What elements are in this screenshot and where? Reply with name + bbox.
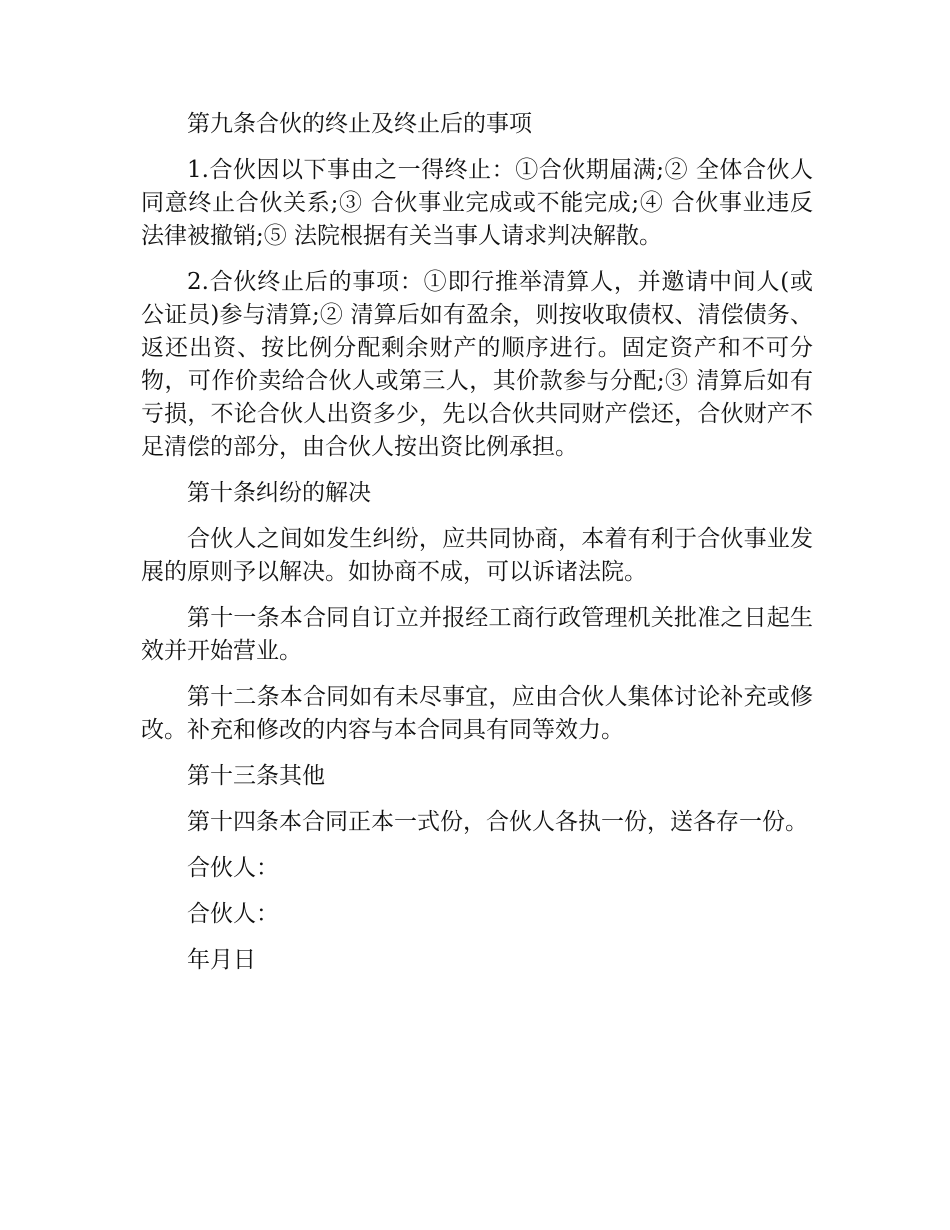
partner-signature-line-1: 合伙人： xyxy=(187,855,279,881)
article-11-text: 第十一条本合同自订立并报经工商行政管理机关批准之日起生效并开始营业。 xyxy=(141,605,813,664)
article-9-clause-1: 1.合伙因以下事由之一得终止：①合伙期届满;② 全体合伙人同意终止合伙关系;③ 合伙事业完成或不能完成;④ 合伙事业违反法律被撤销;⑤ 法院根据有关当事人请求判决解散。 xyxy=(141,157,813,249)
date-line: 年月日 xyxy=(187,947,256,973)
article-10-heading: 第十条纠纷的解决 xyxy=(187,480,371,506)
partner-signature-line-2: 合伙人： xyxy=(187,901,279,927)
article-10-text: 合伙人之间如发生纠纷，应共同协商，本着有利于合伙事业发展的原则予以解决。如协商不成，可以诉诸法院。 xyxy=(141,526,813,585)
article-14-text: 第十四条本合同正本一式份，合伙人各执一份，送各存一份。 xyxy=(187,809,808,835)
article-9-clause-2: 2.合伙终止后的事项：①即行推举清算人，并邀请中间人(或公证员)参与清算;② 清算后如有盈余，则按收取债权、清偿债务、返还出资、按比例分配剩余财产的顺序进行。固定资产和不可分物，可作价卖给合伙人或第三人，其价款参与分配;③ 清算后如有亏损，不论合伙人出资多少，先以合伙共同财产偿还，合伙财产不足清偿的部分，由合伙人按出资比例承担。 xyxy=(141,269,813,460)
article-13-heading: 第十三条其他 xyxy=(187,763,325,789)
article-9-heading: 第九条合伙的终止及终止后的事项 xyxy=(187,111,532,137)
document-body xyxy=(141,108,813,990)
article-12-text: 第十二条本合同如有未尽事宜，应由合伙人集体讨论补充或修改。补充和修改的内容与本合同具有同等效力。 xyxy=(141,684,813,743)
